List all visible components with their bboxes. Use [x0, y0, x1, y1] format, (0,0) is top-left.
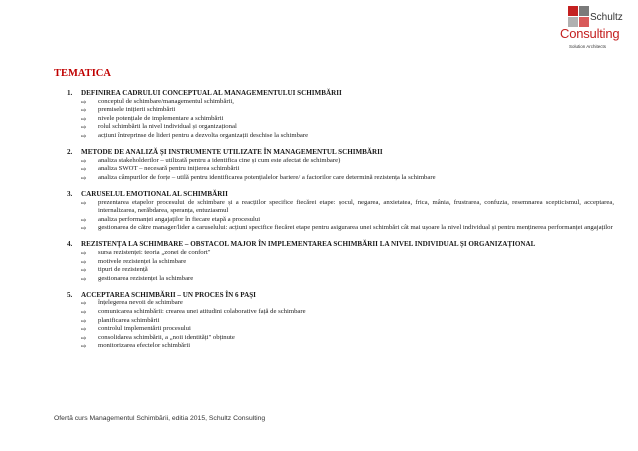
- arrow-right-icon: ⇨: [81, 131, 87, 140]
- section-items: [54, 249, 614, 283]
- list-item: [54, 174, 614, 183]
- list-item: [54, 115, 614, 124]
- logo-tagline: Solution Architects: [569, 44, 607, 49]
- list-item: [54, 249, 614, 258]
- list-item: [54, 325, 614, 334]
- list-item: [54, 157, 614, 166]
- list-item-text: nivele potențiale de implementare a schimbării: [98, 114, 224, 122]
- section-items: [54, 157, 614, 183]
- arrow-right-icon: ⇨: [81, 198, 87, 207]
- arrow-right-icon: ⇨: [81, 249, 87, 257]
- list-item-text: analiza SWOT – necesară pentru inițierea schimbării: [98, 165, 240, 173]
- list-item-text: înțelegerea nevoii de schimbare: [98, 299, 183, 307]
- arrow-right-icon: ⇨: [81, 308, 87, 317]
- page-footer: Ofertă curs Managementul Schimbării, editia 2015, Schultz Consulting: [54, 415, 266, 422]
- section-1: [54, 89, 614, 141]
- arrow-right-icon: ⇨: [81, 173, 87, 182]
- section-number: 3.: [67, 189, 73, 198]
- logo-mark-icon: [568, 6, 590, 28]
- company-logo: [557, 4, 633, 64]
- arrow-right-icon: ⇨: [81, 266, 87, 275]
- section-items: [54, 299, 614, 351]
- arrow-right-icon: ⇨: [81, 156, 87, 165]
- section-title: CARUSELUL EMOTIONAL AL SCHIMBĂRII: [81, 189, 228, 198]
- list-item: [54, 106, 614, 115]
- section-heading: [54, 240, 614, 249]
- arrow-right-icon: ⇨: [81, 316, 87, 325]
- section-items: [54, 98, 614, 141]
- arrow-right-icon: ⇨: [81, 106, 87, 115]
- section-title: REZISTENȚA LA SCHIMBARE – OBSTACOL MAJOR ÎN IMPLEMENTAREA SCHIMBĂRII LA NIVEL INDIVIDUAL ȘI ORGANIZAȚIONAL: [81, 240, 536, 249]
- list-item: [54, 275, 614, 284]
- list-item: [54, 98, 614, 107]
- logo-top-text: Schultz: [590, 12, 623, 23]
- list-item: [54, 317, 614, 326]
- arrow-right-icon: ⇨: [81, 333, 87, 342]
- list-item-text: gestionarea rezistenței la schimbare: [98, 274, 194, 282]
- arrow-right-icon: ⇨: [81, 274, 87, 283]
- section-number: 4.: [67, 240, 73, 249]
- list-item: [54, 216, 614, 225]
- list-item: [54, 334, 614, 343]
- list-item: [54, 266, 614, 275]
- list-item-text: prezentarea etapelor procesului de schimbare și a reacțiilor specifice fiecărei etape: șocul, negarea, anxietatea, frica, mânia, frustrarea, confuzia, resemnarea scepticismul, acceptarea, internalizarea, nerăbdarea, speranța, entuziasmul: [98, 198, 614, 215]
- section-heading: [54, 291, 614, 300]
- list-item-text: analiza câmpurilor de forțe – utilă pentru identificarea potențialelor bariere/ a factorilor care determină rezistența la schimbare: [98, 173, 436, 181]
- list-item: [54, 123, 614, 132]
- section-title: ACCEPTAREA SCHIMBĂRII – UN PROCES ÎN 6 PAȘI: [81, 290, 256, 299]
- list-item-text: analiza performanței angajaților în fiecare etapă a procesului: [98, 215, 261, 223]
- section-5: [54, 291, 614, 351]
- document-title: TEMATICA: [54, 68, 111, 79]
- list-item: [54, 199, 614, 216]
- arrow-right-icon: ⇨: [81, 325, 87, 334]
- list-item-text: consolidarea schimbării, a „noii identități" obținute: [98, 333, 235, 341]
- section-number: 1.: [67, 89, 73, 97]
- section-items: [54, 199, 614, 233]
- section-heading: [54, 89, 614, 98]
- list-item-text: sursa rezistenței: teoria „zonei de confort": [98, 249, 211, 256]
- list-item: [54, 299, 614, 308]
- arrow-right-icon: ⇨: [81, 97, 87, 106]
- arrow-right-icon: ⇨: [81, 224, 87, 233]
- list-item-text: conceptul de schimbare/managementul schimbării,: [98, 97, 234, 105]
- section-title: DEFINIREA CADRULUI CONCEPTUAL AL MANAGEMENTULUI SCHIMBĂRII: [81, 89, 342, 97]
- arrow-right-icon: ⇨: [81, 299, 87, 308]
- section-number: 5.: [67, 290, 73, 299]
- list-item: [54, 165, 614, 174]
- list-item-text: analiza stakeholderilor – utilizată pentru a identifica cine și cum este afectat de schimbare): [98, 156, 341, 164]
- document-body: [54, 89, 614, 359]
- arrow-right-icon: ⇨: [81, 257, 87, 266]
- arrow-right-icon: ⇨: [81, 215, 87, 224]
- list-item-text: planificarea schimbării: [98, 316, 160, 324]
- arrow-right-icon: ⇨: [81, 342, 87, 351]
- list-item: [54, 258, 614, 267]
- list-item-text: acțiuni întreprinse de lideri pentru a dezvolta organizații deschise la schimbare: [98, 131, 309, 139]
- list-item-text: rolul schimbării la nivel individual și organizațional: [98, 123, 237, 131]
- section-heading: [54, 190, 614, 199]
- section-title: METODE DE ANALIZĂ ȘI INSTRUMENTE UTILIZATE ÎN MANAGEMENTUL SCHIMBĂRII: [81, 148, 383, 157]
- list-item: [54, 132, 614, 141]
- list-item: [54, 308, 614, 317]
- section-4: [54, 240, 614, 283]
- list-item-text: comunicarea schimbării: crearea unei atitudini colaborative față de schimbare: [98, 308, 306, 316]
- list-item-text: controlul implementării procesului: [98, 325, 191, 333]
- section-2: [54, 148, 614, 182]
- arrow-right-icon: ⇨: [81, 123, 87, 132]
- arrow-right-icon: ⇨: [81, 114, 87, 123]
- list-item: [54, 224, 614, 233]
- logo-main-text: Consulting: [560, 26, 620, 41]
- list-item-text: premisele inițierii schimbării: [98, 106, 176, 114]
- list-item: [54, 342, 614, 351]
- section-heading: [54, 148, 614, 157]
- list-item-text: tipuri de rezistență: [98, 266, 148, 274]
- arrow-right-icon: ⇨: [81, 165, 87, 174]
- section-number: 2.: [67, 148, 73, 157]
- list-item-text: motivele rezistenței la schimbare: [98, 257, 187, 265]
- list-item-text: gestionarea de către manager/lider a caruselului: acțiuni specifice fiecărei etape pentru asigurarea unei schimbări cât mai ușoare la nivel individual și pentru menținerea performanței angajaților: [98, 224, 613, 232]
- list-item-text: monitorizarea efectelor schimbării: [98, 342, 191, 350]
- section-3: [54, 190, 614, 233]
